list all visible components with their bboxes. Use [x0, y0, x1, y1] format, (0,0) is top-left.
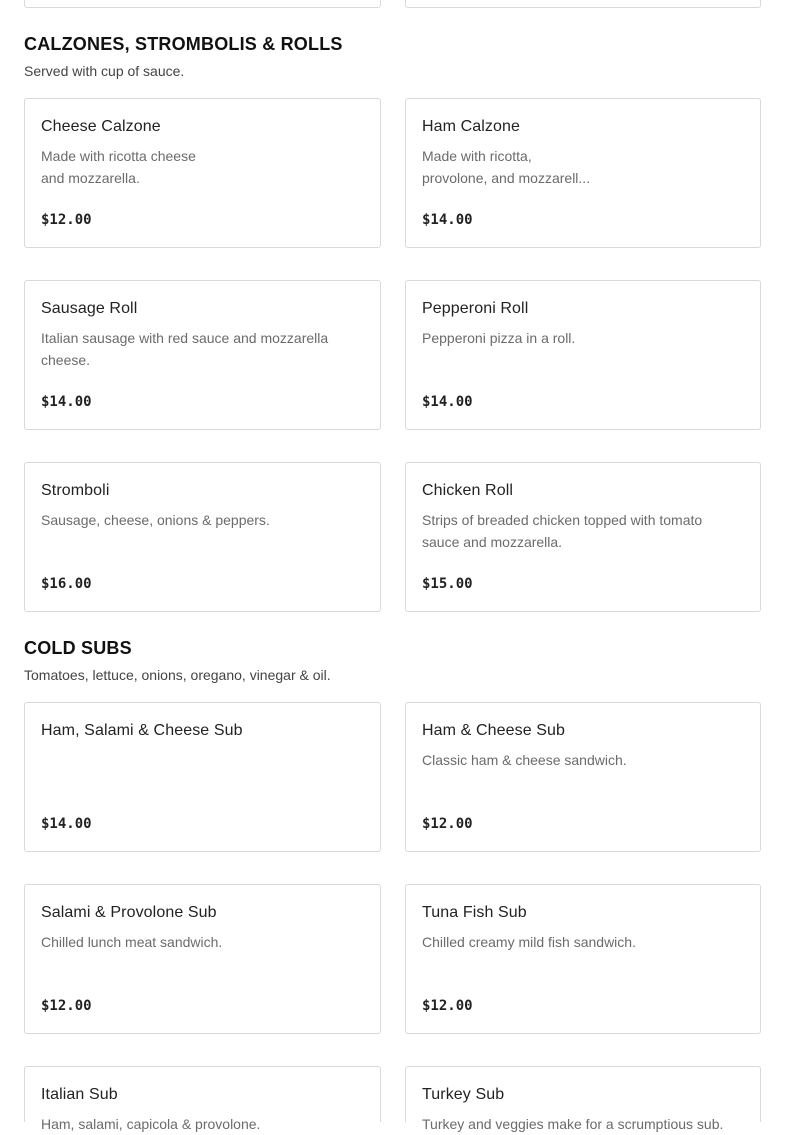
menu-item-name: Pepperoni Roll	[422, 300, 529, 317]
menu-item-price: $14.00	[422, 394, 473, 410]
menu-item-name: Chicken Roll	[422, 482, 514, 499]
menu-item-price: $14.00	[41, 816, 92, 832]
menu-item-price: $14.00	[422, 212, 473, 228]
menu-item-card[interactable]	[405, 462, 761, 612]
menu-item-price: $15.00	[422, 576, 473, 592]
menu-item-description: Chilled lunch meat sandwich.	[41, 934, 223, 950]
menu-item-card-partial[interactable]	[24, 0, 381, 8]
menu-item-name: Ham Calzone	[422, 118, 521, 135]
menu-item-name: Cheese Calzone	[41, 118, 161, 135]
menu-item-card[interactable]	[24, 98, 381, 248]
menu-item-description: Strips of breaded chicken topped with tomato sauce and mozzarella.	[422, 512, 703, 550]
section-subtitle: Served with cup of sauce.	[24, 63, 185, 79]
menu-item-description: Turkey and veggies make for a scrumptious sub.	[422, 1116, 724, 1132]
menu-item-description: Italian sausage with red sauce and mozzarella cheese.	[41, 330, 329, 368]
menu-item-card[interactable]	[405, 1066, 761, 1132]
menu-item-card[interactable]	[24, 280, 381, 430]
menu-item-name: Ham, Salami & Cheese Sub	[41, 722, 243, 739]
menu-item-price: $12.00	[41, 212, 92, 228]
menu-item-card[interactable]	[24, 884, 381, 1034]
menu-item-card[interactable]	[24, 1066, 381, 1132]
menu-item-name: Turkey Sub	[422, 1086, 505, 1103]
menu-item-name: Ham & Cheese Sub	[422, 722, 566, 739]
menu-item-card[interactable]	[24, 462, 381, 612]
menu-item-price: $14.00	[41, 394, 92, 410]
menu-item-description: Chilled creamy mild fish sandwich.	[422, 934, 636, 950]
menu-item-name: Sausage Roll	[41, 300, 138, 317]
menu-item-description: Made with ricotta cheese and mozzarella.	[41, 148, 196, 186]
menu-item-name: Stromboli	[41, 482, 110, 499]
menu-item-name: Salami & Provolone Sub	[41, 904, 217, 921]
menu-item-description: Pepperoni pizza in a roll.	[422, 330, 576, 346]
menu-item-card[interactable]	[405, 884, 761, 1034]
menu-item-description: Ham, salami, capicola & provolone.	[41, 1116, 261, 1132]
menu-item-price: $12.00	[41, 998, 92, 1014]
menu-item-card[interactable]	[24, 702, 381, 852]
menu-item-card[interactable]	[405, 702, 761, 852]
section-title: COLD SUBS	[24, 638, 132, 658]
menu-item-description: Classic ham & cheese sandwich.	[422, 752, 627, 768]
section-title: CALZONES, STROMBOLIS & ROLLS	[24, 34, 343, 54]
menu-item-name: Tuna Fish Sub	[422, 904, 527, 921]
menu-item-price: $12.00	[422, 998, 473, 1014]
menu-item-card[interactable]	[405, 98, 761, 248]
menu-item-card[interactable]	[405, 280, 761, 430]
section-subtitle: Tomatoes, lettuce, onions, oregano, vinegar & oil.	[24, 667, 331, 683]
menu-item-description: Sausage, cheese, onions & peppers.	[41, 512, 270, 528]
menu-item-price: $16.00	[41, 576, 92, 592]
menu-item-description: Made with ricotta, provolone, and mozzarell...	[422, 148, 591, 186]
menu-item-name: Italian Sub	[41, 1086, 118, 1103]
menu-item-card-partial[interactable]	[405, 0, 761, 8]
menu-item-price: $12.00	[422, 816, 473, 832]
